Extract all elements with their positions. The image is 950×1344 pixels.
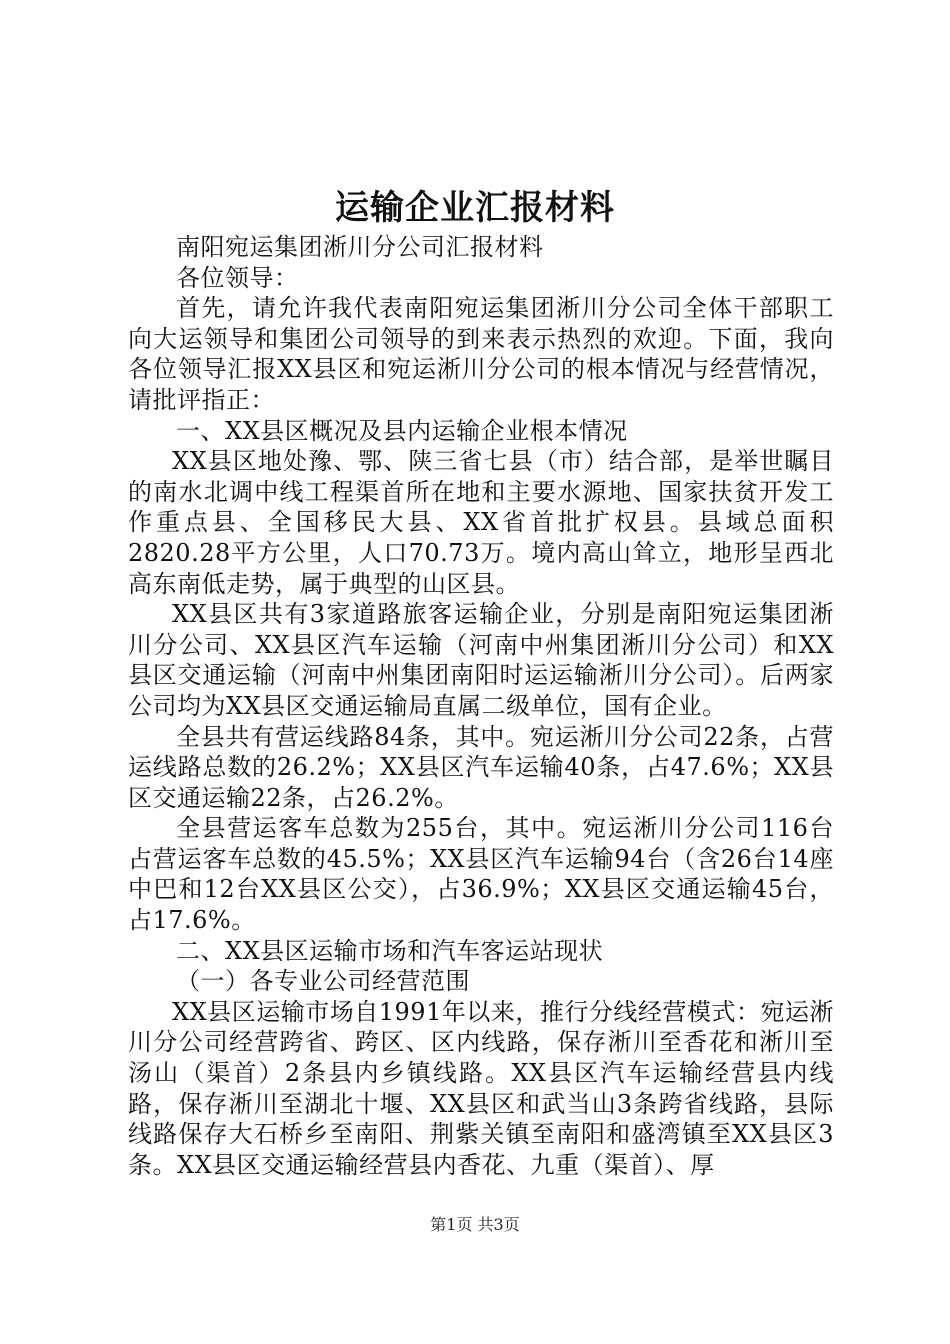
- paragraph-market-scope: XX县区运输市场自1991年以来，推行分线经营模式：宛运淅川分公司经营跨省、跨区、区内线路，保存淅川至香花和淅川至汤山（渠首）2条县内乡镇线路。XX县区汽车运输经营县内线路，保存淅川至湖北十堰、XX县区和武当山3条跨省线路，县际线路保存大石桥乡至南阳、荆紫关镇至南阳和盛湾镇至XX县区3条。XX县区交通运输经营县内香花、九重（渠首）、厚: [128, 997, 834, 1179]
- section-heading-2: 二、XX县区运输市场和汽车客运站现状: [176, 936, 604, 965]
- paragraph-vehicles: 全县营运客车总数为255台，其中。宛运淅川分公司116台占营运客车总数的45.5%；XX县区汽车运输94台（含26台14座中巴和12台XX县区公交），占36.9%；XX县区交通运输45台，占17.6%。: [128, 814, 834, 935]
- paragraph-county-overview: XX县区地处豫、鄂、陕三省七县（市）结合部，是举世瞩目的南水北调中线工程渠首所在地和主要水源地、国家扶贫开发工作重点县、全国移民大县、XX省首批扩权县。县域总面积2820.28平方公里，人口70.73万。境内高山耸立，地形呈西北高东南低走势，属于典型的山区县。: [128, 447, 834, 598]
- paragraph-salutation: 各位领导：: [176, 263, 299, 292]
- document-body: [128, 232, 834, 1180]
- document-title: 运输企业汇报材料: [335, 188, 615, 228]
- section-heading-1: 一、XX县区概况及县内运输企业根本情况: [176, 416, 628, 445]
- paragraph-routes: 全县共有营运线路84条，其中。宛运淅川分公司22条，占营运线路总数的26.2%；XX县区汽车运输40条，占47.6%；XX县区交通运输22条，占26.2%。: [128, 722, 834, 812]
- paragraph-transport-companies: XX县区共有3家道路旅客运输企业，分别是南阳宛运集团淅川分公司、XX县区汽车运输（河南中州集团淅川分公司）和XX县区交通运输（河南中州集团南阳时运运输淅川分公司）。后两家公司均为XX县区交通运输局直属二级单位，国有企业。: [128, 600, 834, 720]
- paragraph-subtitle: 南阳宛运集团淅川分公司汇报材料: [176, 233, 544, 261]
- page-footer: 第1页 共3页: [430, 1215, 520, 1234]
- paragraph-opening: 首先，请允许我代表南阳宛运集团淅川分公司全体干部职工向大运领导和集团公司领导的到来表示热烈的欢迎。下面，我向各位领导汇报XX县区和宛运淅川分公司的根本情况与经营情况，请批评指正：: [128, 294, 834, 414]
- subsection-heading-1: （一）各专业公司经营范围: [176, 967, 470, 996]
